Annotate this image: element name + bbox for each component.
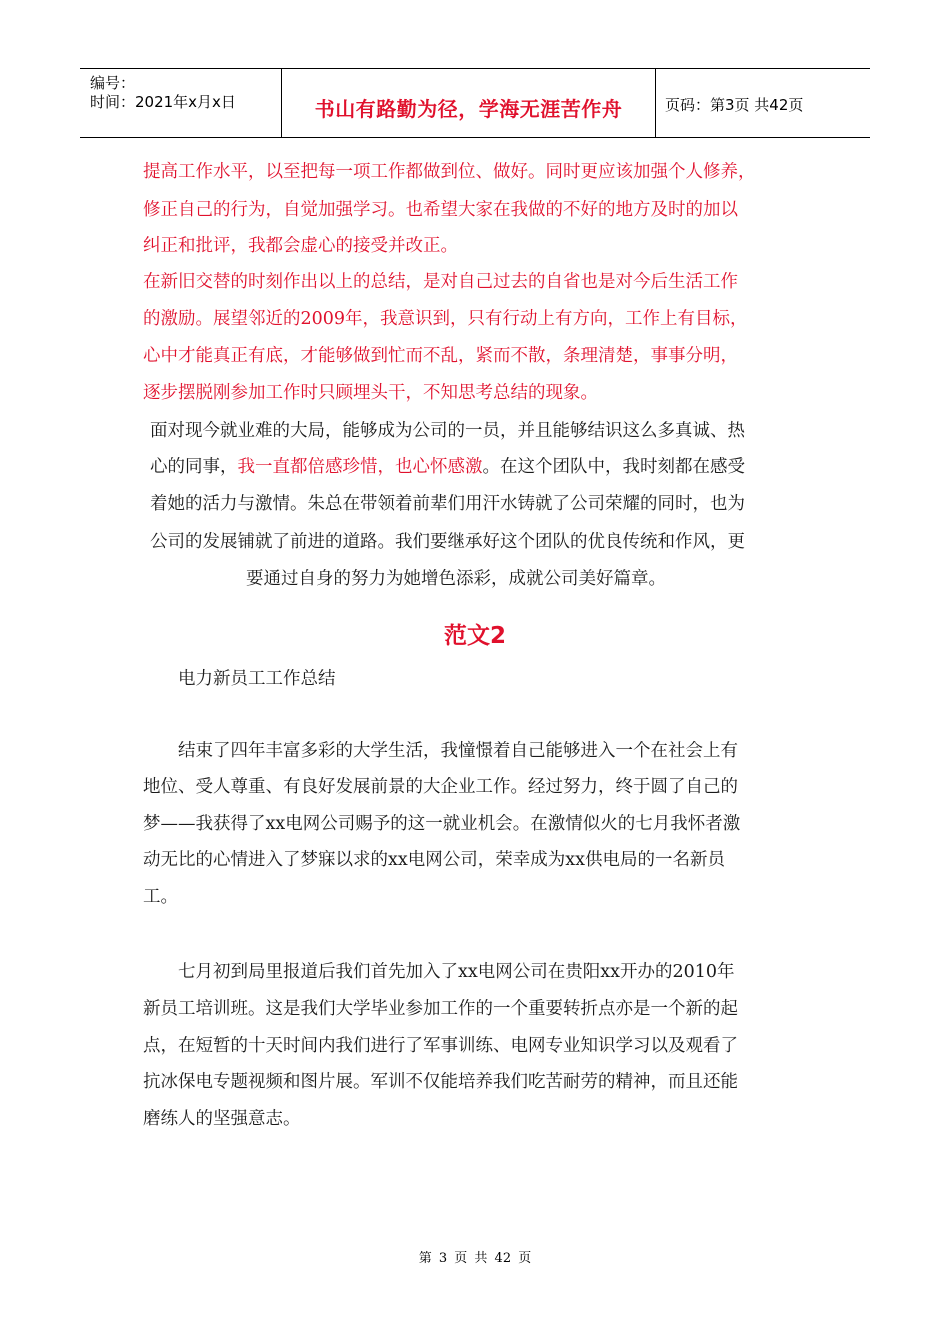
header-motto: 书山有路勤为径，学海无涯苦作舟 bbox=[314, 97, 623, 121]
red-text-line: 在新旧交替的时刻作出以上的总结，是对自己过去的自省也是对今后生活工作 bbox=[143, 272, 738, 292]
header-motto-cell bbox=[282, 69, 656, 137]
centered-text-line: 公司的发展铺就了前进的道路。我们要继承好这个团队的优良传统和作风，更 bbox=[150, 532, 745, 552]
centered-text-line: 面对现今就业难的大局，能够成为公司的一员，并且能够结识这么多真诚、热 bbox=[150, 421, 745, 441]
paragraph-line: 结束了四年丰富多彩的大学生活，我憧憬着自己能够进入一个在社会上有 bbox=[178, 741, 738, 761]
red-text-line: 逐步摆脱刚参加工作时只顾埋头干，不知思考总结的现象。 bbox=[143, 383, 598, 403]
paragraph-line: 工。 bbox=[143, 887, 178, 907]
document-header bbox=[80, 68, 870, 138]
document-number-label: 编号： bbox=[90, 74, 136, 92]
paragraph-line: 新员工培训班。这是我们大学毕业参加工作的一个重要转折点亦是一个新的起 bbox=[143, 999, 738, 1019]
red-text-line: 修正自己的行为，自觉加强学习。也希望大家在我做的不好的地方及时的加以 bbox=[143, 200, 738, 220]
text-span: 。在这个团队中，我时刻都在感受 bbox=[482, 457, 745, 477]
red-text-line: 提高工作水平，以至把每一项工作都做到位、做好。同时更应该加强个人修养， bbox=[143, 162, 756, 182]
header-page-number: 页码：第3页 共42页 bbox=[665, 96, 804, 114]
paragraph-line: 点，在短暂的十天时间内我们进行了军事训练、电网专业知识学习以及观看了 bbox=[143, 1036, 738, 1056]
paragraph-line: 梦——我获得了xx电网公司赐予的这一就业机会。在激情似火的七月我怀者激 bbox=[143, 814, 741, 834]
document-date-label: 时间：2021年x月x日 bbox=[90, 93, 236, 111]
header-page-cell bbox=[656, 69, 870, 137]
page-footer: 第 3 页 共 42 页 bbox=[418, 1251, 532, 1266]
centered-text-line-mixed bbox=[150, 455, 745, 479]
paragraph-line: 磨练人的坚强意志。 bbox=[143, 1109, 301, 1129]
paragraph-line: 七月初到局里报道后我们首先加入了xx电网公司在贵阳xx开办的2010年 bbox=[178, 962, 735, 982]
article-subtitle: 电力新员工工作总结 bbox=[178, 669, 336, 689]
paragraph-line: 地位、受人尊重、有良好发展前景的大企业工作。经过努力，终于圆了自己的 bbox=[143, 777, 738, 797]
paragraph-line: 动无比的心情进入了梦寐以求的xx电网公司，荣幸成为xx供电局的一名新员 bbox=[143, 850, 725, 870]
header-info-cell bbox=[80, 69, 282, 137]
centered-text-line: 要通过自身的努力为她增色添彩，成就公司美好篇章。 bbox=[246, 569, 666, 589]
text-span: 心的同事， bbox=[150, 457, 238, 477]
red-text-line: 的激励。展望邻近的2009年，我意识到，只有行动上有方向，工作上有目标， bbox=[143, 309, 748, 329]
highlighted-text-span: 我一直都倍感珍惜，也心怀感激 bbox=[237, 457, 483, 477]
red-text-line: 心中才能真正有底，才能够做到忙而不乱，紧而不散，条理清楚，事事分明， bbox=[143, 346, 738, 366]
centered-text-line: 着她的活力与激情。朱总在带领着前辈们用汗水铸就了公司荣耀的同时，也为 bbox=[150, 494, 745, 514]
red-text-line: 纠正和批评，我都会虚心的接受并改正。 bbox=[143, 236, 458, 256]
paragraph-line: 抗冰保电专题视频和图片展。军训不仅能培养我们吃苦耐劳的精神，而且还能 bbox=[143, 1072, 738, 1092]
section-heading: 范文2 bbox=[443, 623, 506, 649]
